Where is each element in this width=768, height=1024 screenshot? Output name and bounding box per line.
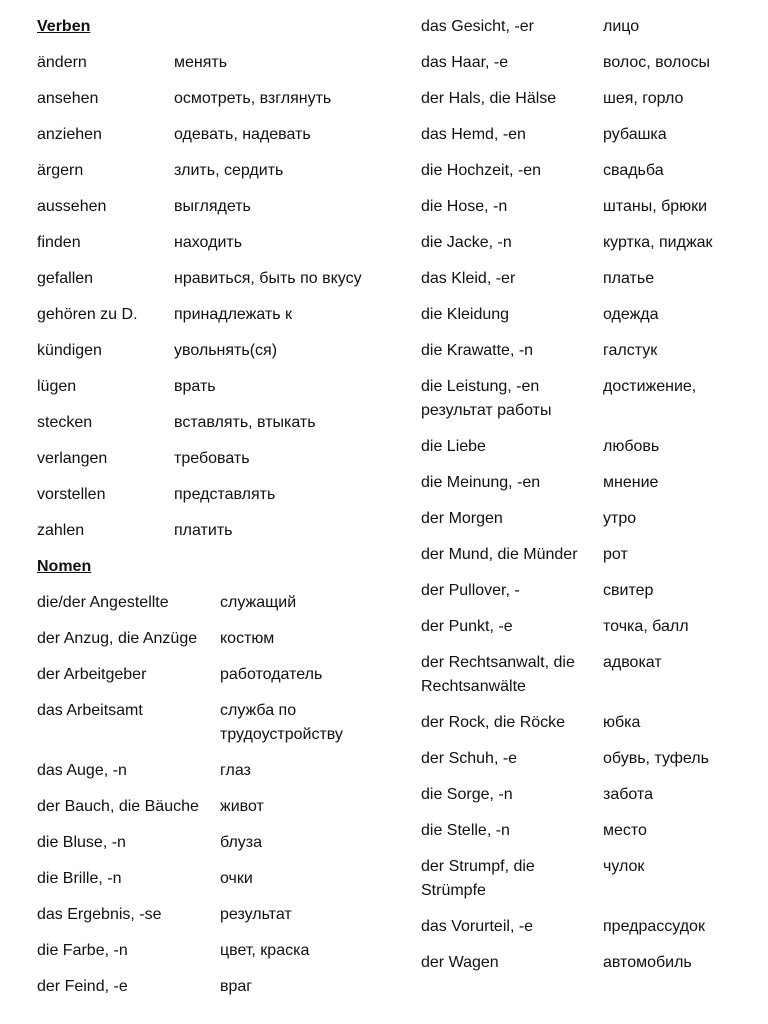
russian-translation: платить <box>174 522 233 539</box>
vocab-row <box>37 939 397 975</box>
vocab-row <box>37 231 397 267</box>
russian-translation: вставлять, втыкать <box>174 414 316 431</box>
vocab-row <box>421 87 751 123</box>
vocab-row <box>421 747 751 783</box>
russian-translation: куртка, пиджак <box>603 234 713 251</box>
german-term: das Gesicht, -er <box>421 18 534 35</box>
german-term: das Ergebnis, -se <box>37 906 162 923</box>
vocab-row <box>421 711 751 747</box>
nouns-list-right <box>421 15 751 987</box>
german-term: die Farbe, -n <box>37 942 128 959</box>
russian-translation: место <box>603 822 647 839</box>
vocab-row <box>37 975 397 1011</box>
german-term: der Rechtsanwalt, die Rechtsanwälte <box>421 654 575 695</box>
german-term: der Anzug, die Anzüge <box>37 630 198 647</box>
vocab-row <box>421 123 751 159</box>
russian-translation: утро <box>603 510 637 527</box>
vocab-row <box>37 375 397 411</box>
russian-translation: обувь, туфель <box>603 750 709 767</box>
vocab-row <box>37 591 397 627</box>
nouns-heading: Nomen <box>37 558 92 575</box>
german-term: die Bluse, -n <box>37 834 126 851</box>
russian-translation: служащий <box>220 594 297 611</box>
russian-translation: свитер <box>603 582 654 599</box>
russian-translation: адвокат <box>603 654 662 671</box>
german-term: zahlen <box>37 522 85 539</box>
russian-translation: чулок <box>603 858 645 875</box>
german-term: das Vorurteil, -e <box>421 918 534 935</box>
right-column <box>421 15 751 987</box>
vocab-row <box>421 543 751 579</box>
german-term: verlangen <box>37 450 108 467</box>
russian-translation: платье <box>603 270 655 287</box>
vocab-row <box>421 435 751 471</box>
vocab-row <box>37 303 397 339</box>
german-term: der Arbeitgeber <box>37 666 147 683</box>
vocab-row <box>37 663 397 699</box>
russian-translation: любовь <box>603 438 660 455</box>
german-term: die Krawatte, -n <box>421 342 534 359</box>
german-term: die Kleidung <box>421 306 510 323</box>
german-term: die Brille, -n <box>37 870 122 887</box>
russian-translation: свадьба <box>603 162 664 179</box>
vocab-row <box>37 483 397 519</box>
vocab-row <box>421 159 751 195</box>
german-term: die Jacke, -n <box>421 234 512 251</box>
german-term: kündigen <box>37 342 102 359</box>
russian-translation: шея, горло <box>603 90 684 107</box>
vocab-row <box>37 795 397 831</box>
russian-translation: осмотреть, взглянуть <box>174 90 332 107</box>
german-term: ärgern <box>37 162 84 179</box>
german-term: der Mund, die Münder <box>421 546 578 563</box>
german-term: lügen <box>37 378 77 395</box>
russian-translation: выглядеть <box>174 198 251 215</box>
russian-translation: лицо <box>603 18 640 35</box>
vocab-row <box>37 87 397 123</box>
german-term: die Hochzeit, -en <box>421 162 542 179</box>
russian-translation: находить <box>174 234 243 251</box>
russian-translation: злить, сердить <box>174 162 284 179</box>
vocab-row <box>421 507 751 543</box>
vocab-row <box>37 195 397 231</box>
russian-translation: работодатель <box>220 666 323 683</box>
russian-translation: врать <box>174 378 216 395</box>
vocab-row <box>37 867 397 903</box>
russian-translation: цвет, краска <box>220 942 310 959</box>
german-term: ansehen <box>37 90 99 107</box>
vocab-row <box>421 231 751 267</box>
german-term: das Arbeitsamt <box>37 702 143 719</box>
left-column <box>37 15 397 1011</box>
vocab-row <box>421 195 751 231</box>
vocab-row <box>421 651 751 711</box>
german-term: der Strumpf, die Strümpfe <box>421 858 535 899</box>
german-term: der Pullover, - <box>421 582 520 599</box>
vocab-row <box>421 15 751 51</box>
german-term: der Punkt, -e <box>421 618 513 635</box>
german-term: die Stelle, -n <box>421 822 510 839</box>
german-term: aussehen <box>37 198 107 215</box>
vocab-row <box>37 159 397 195</box>
russian-translation: враг <box>220 978 253 995</box>
verbs-list <box>37 51 397 555</box>
russian-translation: увольнять(ся) <box>174 342 278 359</box>
german-term: die Liebe <box>421 438 486 455</box>
russian-translation: принадлежать к <box>174 306 292 323</box>
vocab-row <box>421 267 751 303</box>
german-term: der Bauch, die Bäuche <box>37 798 199 815</box>
russian-translation: юбка <box>603 714 641 731</box>
german-term: das Hemd, -en <box>421 126 526 143</box>
vocab-row <box>37 123 397 159</box>
vocab-row <box>37 903 397 939</box>
russian-translation: нравиться, быть по вкусу <box>174 270 362 287</box>
verbs-heading: Verben <box>37 18 91 35</box>
german-term: der Morgen <box>421 510 503 527</box>
vocab-row <box>421 579 751 615</box>
german-term: vorstellen <box>37 486 106 503</box>
vocab-row <box>421 375 751 435</box>
german-term: die Hose, -n <box>421 198 508 215</box>
russian-translation: требовать <box>174 450 250 467</box>
russian-translation: рубашка <box>603 126 667 143</box>
russian-translation: служба по трудоустройству <box>220 702 343 743</box>
vocab-row <box>421 783 751 819</box>
vocab-row <box>37 831 397 867</box>
german-term: die Meinung, -en <box>421 474 541 491</box>
russian-translation: автомобиль <box>603 954 692 971</box>
vocab-row <box>421 51 751 87</box>
vocab-row <box>421 339 751 375</box>
russian-translation: волос, волосы <box>603 54 710 71</box>
vocab-row <box>37 699 397 759</box>
german-term: anziehen <box>37 126 102 143</box>
vocab-row <box>421 303 751 339</box>
vocab-row <box>37 339 397 375</box>
russian-translation: результат <box>220 906 292 923</box>
german-term: die/der Angestellte <box>37 594 169 611</box>
german-term: die Sorge, -n <box>421 786 513 803</box>
german-term: die Leistung, -en результат работы <box>421 378 552 419</box>
russian-translation: живот <box>220 798 264 815</box>
german-term: das Haar, -e <box>421 54 509 71</box>
german-term: ändern <box>37 54 87 71</box>
german-term: das Kleid, -er <box>421 270 516 287</box>
russian-translation: предрассудок <box>603 918 705 935</box>
vocab-row <box>421 471 751 507</box>
vocab-row <box>421 951 751 987</box>
russian-translation: галстук <box>603 342 658 359</box>
vocab-row <box>421 855 751 915</box>
russian-translation: одежда <box>603 306 659 323</box>
russian-translation: одевать, надевать <box>174 126 311 143</box>
russian-translation: глаз <box>220 762 251 779</box>
russian-translation: рот <box>603 546 628 563</box>
german-term: der Wagen <box>421 954 499 971</box>
vocab-row <box>37 447 397 483</box>
german-term: gehören zu D. <box>37 306 138 323</box>
vocab-row <box>37 519 397 555</box>
vocab-row <box>37 411 397 447</box>
german-term: der Hals, die Hälse <box>421 90 557 107</box>
german-term: finden <box>37 234 81 251</box>
german-term: der Rock, die Röcke <box>421 714 566 731</box>
russian-translation: достижение, <box>603 378 697 395</box>
russian-translation: менять <box>174 54 228 71</box>
vocab-row <box>421 915 751 951</box>
russian-translation: костюм <box>220 630 275 647</box>
german-term: stecken <box>37 414 93 431</box>
russian-translation: блуза <box>220 834 263 851</box>
vocab-row <box>421 819 751 855</box>
vocab-row <box>37 759 397 795</box>
russian-translation: представлять <box>174 486 276 503</box>
nouns-list-left <box>37 591 397 1011</box>
vocab-row <box>37 267 397 303</box>
vocab-row <box>37 627 397 663</box>
russian-translation: мнение <box>603 474 659 491</box>
german-term: der Feind, -e <box>37 978 128 995</box>
german-term: gefallen <box>37 270 94 287</box>
vocab-row <box>421 615 751 651</box>
german-term: das Auge, -n <box>37 762 127 779</box>
german-term: der Schuh, -e <box>421 750 518 767</box>
russian-translation: очки <box>220 870 253 887</box>
vocab-row <box>37 51 397 87</box>
russian-translation: забота <box>603 786 653 803</box>
russian-translation: штаны, брюки <box>603 198 708 215</box>
russian-translation: точка, балл <box>603 618 689 635</box>
